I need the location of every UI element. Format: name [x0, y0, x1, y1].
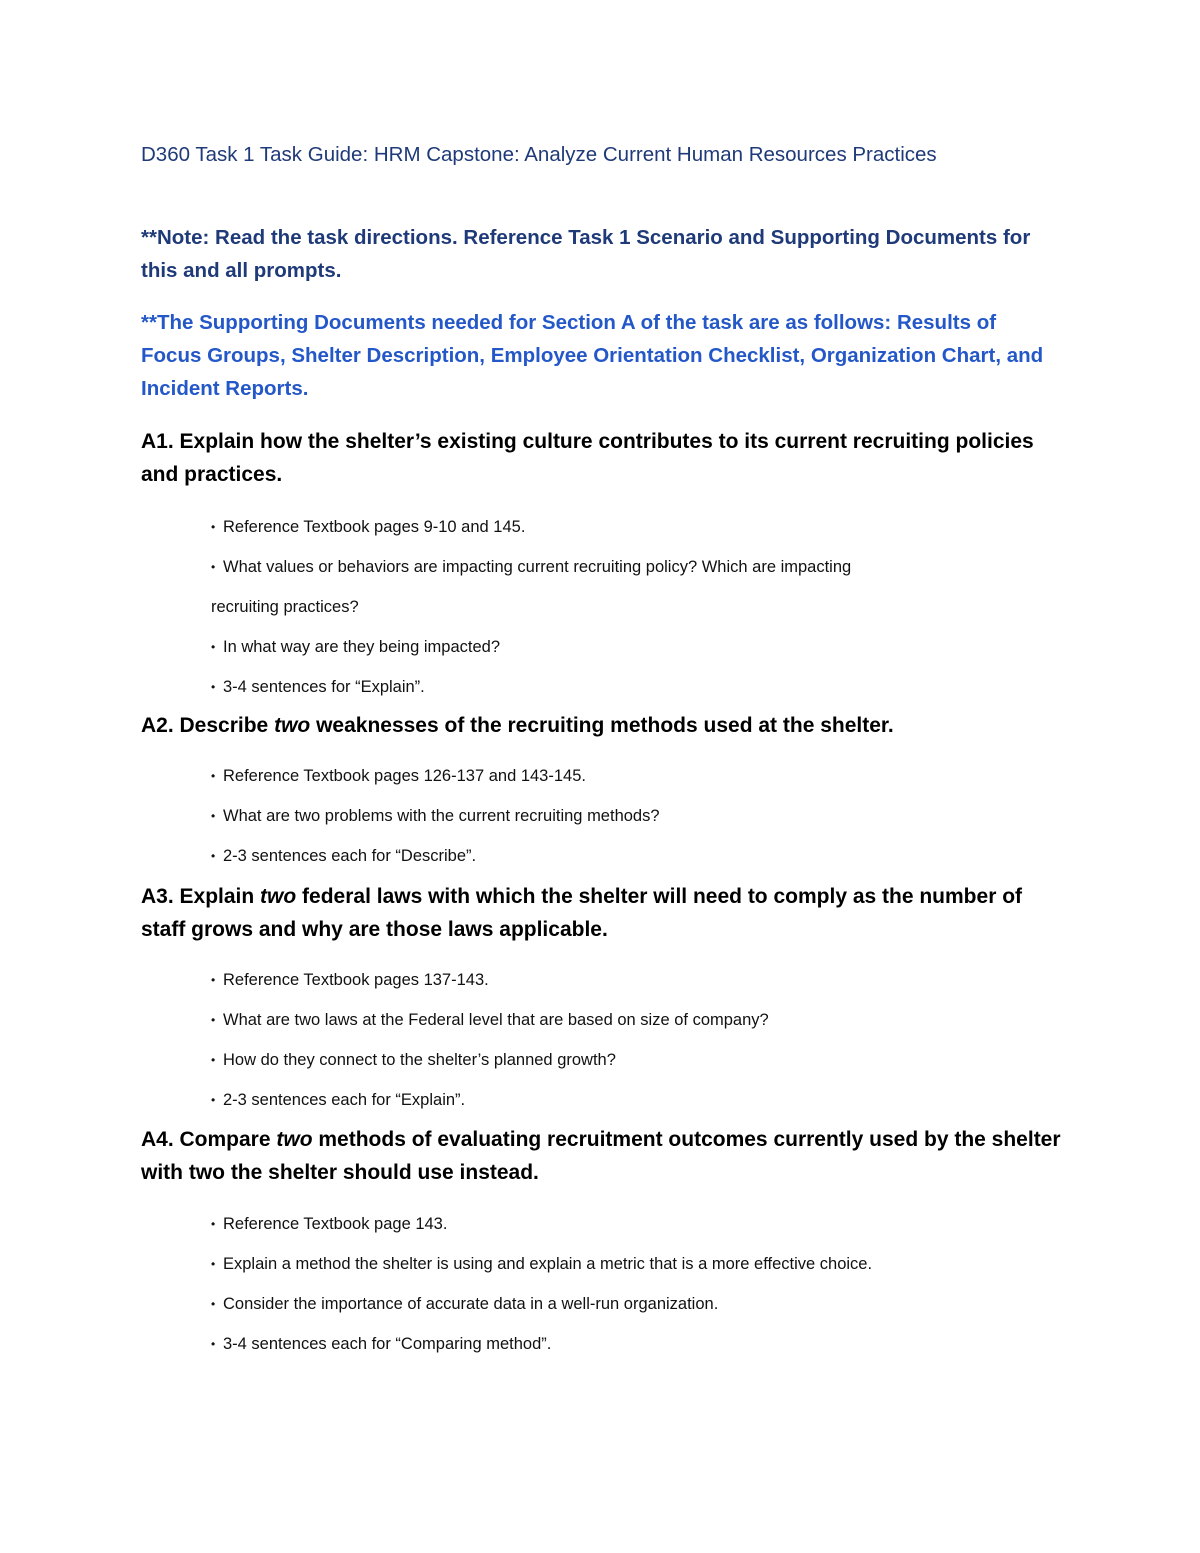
list-item: • What are two problems with the current recruiting methods? — [211, 796, 1071, 836]
bullet-icon: • — [211, 973, 216, 987]
list-item: • Reference Textbook page 143. — [211, 1204, 1071, 1244]
section-a2-heading: A2. Describe two weaknesses of the recruiting methods used at the shelter. — [141, 714, 894, 737]
list-item: • What are two laws at the Federal level that are based on size of company? — [211, 1000, 1071, 1040]
section-a4-bullets — [211, 1204, 1071, 1364]
bullet-icon: • — [211, 680, 216, 694]
list-item: • Reference Textbook pages 137-143. — [211, 960, 1071, 1000]
section-a1-bullets — [211, 507, 1071, 707]
bullet-icon: • — [211, 1257, 216, 1271]
list-item: • Consider the importance of accurate data in a well-run organization. — [211, 1284, 1071, 1324]
bullet-icon: • — [211, 1337, 216, 1351]
list-item: • How do they connect to the shelter’s planned growth? — [211, 1040, 1071, 1080]
bullet-icon: • — [211, 520, 216, 534]
list-item: • 3-4 sentences each for “Comparing method”. — [211, 1324, 1071, 1364]
bullet-icon: • — [211, 560, 216, 574]
list-item: • 2-3 sentences each for “Describe”. — [211, 836, 1071, 876]
bullet-icon: • — [211, 1217, 216, 1231]
emphasis: two — [260, 885, 297, 908]
note-read-directions: **Note: Read the task directions. Reference Task 1 Scenario and Supporting Documents for this and all prompts. — [141, 226, 1031, 282]
list-item-continuation: recruiting practices? — [211, 598, 359, 616]
section-a3-heading: A3. Explain two federal laws with which the shelter will need to comply as the number of staff grows and why are those laws applicable. — [141, 885, 1023, 941]
list-item: • 2-3 sentences each for “Explain”. — [211, 1080, 1071, 1120]
note-supporting-documents: **The Supporting Documents needed for Section A of the task are as follows: Results of Focus Groups, Shelter Description, Employee Orientation Checklist, Organization Chart, and Incident Reports. — [141, 311, 1044, 400]
document-title: D360 Task 1 Task Guide: HRM Capstone: Analyze Current Human Resources Practices — [141, 143, 937, 166]
list-item: • Explain a method the shelter is using and explain a metric that is a more effective choice. — [211, 1244, 1071, 1284]
bullet-icon: • — [211, 1297, 216, 1311]
emphasis: two — [274, 714, 311, 737]
bullet-icon: • — [211, 640, 216, 654]
bullet-icon: • — [211, 769, 216, 783]
bullet-icon: • — [211, 1053, 216, 1067]
list-item: • 3-4 sentences for “Explain”. — [211, 667, 1071, 707]
list-item: • Reference Textbook pages 126-137 and 143-145. — [211, 756, 1071, 796]
section-a1-heading — [141, 425, 1061, 491]
section-a1-heading-text: A1. Explain how the shelter’s existing culture contributes to its current recruiting policies and practices. — [141, 430, 1034, 486]
bullet-icon: • — [211, 1093, 216, 1107]
list-item: • What values or behaviors are impacting current recruiting policy? Which are impacting — [211, 547, 1071, 587]
list-item: • In what way are they being impacted? — [211, 627, 1071, 667]
list-item: • Reference Textbook pages 9-10 and 145. — [211, 507, 1071, 547]
emphasis: two — [276, 1128, 313, 1151]
bullet-icon: • — [211, 809, 216, 823]
section-a3-bullets — [211, 960, 1071, 1120]
section-a2-bullets — [211, 756, 1071, 876]
bullet-icon: • — [211, 1013, 216, 1027]
section-a4-heading: A4. Compare two methods of evaluating recruitment outcomes currently used by the shelter with two the shelter should use instead. — [141, 1128, 1061, 1184]
bullet-icon: • — [211, 849, 216, 863]
